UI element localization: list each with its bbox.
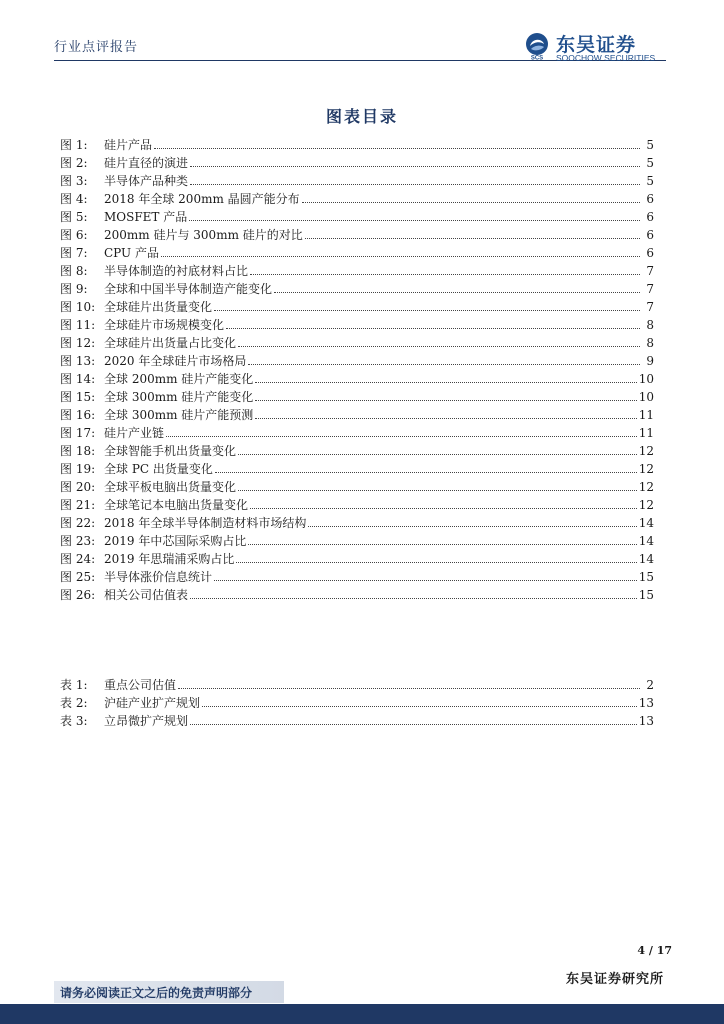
toc-leader-dots [248, 363, 640, 365]
toc-entry[interactable] [60, 370, 654, 388]
toc-entry[interactable] [60, 280, 654, 298]
toc-entry-title: 全球硅片出货量占比变化 [104, 336, 237, 350]
toc-entry-label: 图 18: [60, 444, 96, 458]
toc-entry[interactable] [60, 550, 654, 568]
toc-entry-page: 5 [646, 138, 654, 152]
toc-entry-label: 图 4: [60, 192, 88, 206]
toc-entry-label: 图 12: [60, 336, 96, 350]
toc-entry-title: 硅片直径的演进 [104, 156, 189, 170]
logo-english-name: SOOCHOW SECURITIES [556, 53, 656, 63]
toc-leader-dots [202, 705, 637, 707]
toc-entry-page: 13 [638, 696, 654, 710]
institute-name: 东吴证券研究所 [565, 972, 664, 987]
toc-entry-title: 2020 年全球硅片市场格局 [104, 354, 247, 368]
toc-leader-dots [255, 417, 636, 419]
toc-entry-label: 图 5: [60, 210, 88, 224]
toc-entry-title: 全球 300mm 硅片产能变化 [104, 390, 254, 404]
toc-entry-page: 6 [646, 210, 654, 224]
toc-entry-title: 2019 年思瑞浦采购占比 [104, 552, 235, 566]
toc-entry[interactable] [60, 154, 654, 172]
toc-entry[interactable] [60, 694, 654, 712]
toc-entry-label: 表 3: [60, 714, 88, 728]
toc-entry-page: 12 [638, 444, 654, 458]
toc-entry[interactable] [60, 172, 654, 190]
toc-entry-title: 2018 年全球半导体制造材料市场结构 [104, 516, 307, 530]
toc-entry-title: CPU 产品 [104, 246, 159, 260]
toc-entry-title: 2018 年全球 200mm 晶圆产能分布 [104, 192, 300, 206]
toc-entry-page: 10 [638, 390, 654, 404]
toc-leader-dots [255, 399, 636, 401]
toc-entry[interactable] [60, 136, 654, 154]
toc-entry-label: 图 19: [60, 462, 96, 476]
toc-entry[interactable] [60, 262, 654, 280]
toc-entry-title: 全球笔记本电脑出货量变化 [104, 498, 249, 512]
toc-entry-page: 11 [638, 408, 654, 422]
toc-entry-page: 15 [638, 588, 654, 602]
toc-entry[interactable] [60, 208, 654, 226]
toc-entry-page: 12 [638, 462, 654, 476]
toc-entry-page: 6 [646, 246, 654, 260]
toc-leader-dots [215, 471, 637, 473]
toc-entry-label: 图 2: [60, 156, 88, 170]
toc-leader-dots [250, 507, 637, 509]
company-logo [522, 30, 667, 64]
toc-leader-dots [154, 147, 640, 149]
toc-entry[interactable] [60, 532, 654, 550]
toc-entry[interactable] [60, 190, 654, 208]
toc-leader-dots [190, 597, 637, 599]
toc-entry[interactable] [60, 496, 654, 514]
toc-entry-label: 图 25: [60, 570, 96, 584]
toc-entry-page: 5 [646, 156, 654, 170]
toc-entry[interactable] [60, 478, 654, 496]
page-number: 4 / 17 [637, 944, 672, 957]
toc-leader-dots [190, 165, 640, 167]
toc-entry[interactable] [60, 406, 654, 424]
footer-band [0, 1004, 724, 1024]
toc-entry[interactable] [60, 388, 654, 406]
toc-leader-dots [255, 381, 636, 383]
toc-entry-page: 5 [646, 174, 654, 188]
toc-entry[interactable] [60, 586, 654, 604]
toc-entry-title: 硅片产品 [104, 138, 153, 152]
toc-entry-label: 图 8: [60, 264, 88, 278]
soochow-logo-icon [522, 32, 552, 60]
toc-entry-page: 6 [646, 192, 654, 206]
figure-list [60, 136, 654, 604]
toc-entry-label: 图 14: [60, 372, 96, 386]
toc-entry[interactable] [60, 316, 654, 334]
toc-leader-dots [238, 345, 640, 347]
toc-leader-dots [189, 219, 640, 221]
toc-leader-dots [178, 687, 640, 689]
toc-entry-page: 12 [638, 480, 654, 494]
toc-entry-page: 10 [638, 372, 654, 386]
toc-entry-label: 图 20: [60, 480, 96, 494]
toc-entry-title: 重点公司估值 [104, 678, 177, 692]
toc-entry-page: 14 [638, 516, 654, 530]
toc-entry-label: 图 21: [60, 498, 96, 512]
toc-entry-page: 7 [646, 300, 654, 314]
toc-entry-page: 12 [638, 498, 654, 512]
toc-leader-dots [274, 291, 640, 293]
toc-entry[interactable] [60, 352, 654, 370]
logo-mark-text: SCS [530, 55, 544, 60]
toc-entry[interactable] [60, 712, 654, 730]
toc-leader-dots [214, 309, 640, 311]
toc-entry-label: 图 15: [60, 390, 96, 404]
toc-entry[interactable] [60, 442, 654, 460]
toc-leader-dots [302, 201, 640, 203]
toc-entry-title: 全球智能手机出货量变化 [104, 444, 237, 458]
toc-entry-title: 全球 PC 出货量变化 [104, 462, 213, 476]
toc-entry[interactable] [60, 298, 654, 316]
toc-entry-title: 全球硅片出货量变化 [104, 300, 213, 314]
toc-leader-dots [305, 237, 640, 239]
toc-entry-page: 15 [638, 570, 654, 584]
toc-entry-title: 全球 200mm 硅片产能变化 [104, 372, 254, 386]
toc-leader-dots [236, 561, 636, 563]
toc-entry[interactable] [60, 676, 654, 694]
toc-entry-label: 图 22: [60, 516, 96, 530]
toc-entry-title: 沪硅产业扩产规划 [104, 696, 201, 710]
toc-entry-title: 半导体制造的衬底材料占比 [104, 264, 249, 278]
toc-entry-label: 图 16: [60, 408, 96, 422]
toc-entry[interactable] [60, 424, 654, 442]
toc-entry-title: 200mm 硅片与 300mm 硅片的对比 [104, 228, 303, 242]
toc-entry-label: 图 17: [60, 426, 96, 440]
toc-entry-title: 全球和中国半导体制造产能变化 [104, 282, 273, 296]
toc-leader-dots [161, 255, 640, 257]
toc-leader-dots [250, 273, 640, 275]
toc-entry-page: 9 [646, 354, 654, 368]
toc-leader-dots [238, 453, 637, 455]
toc-entry-title: 全球硅片市场规模变化 [104, 318, 225, 332]
toc-entry[interactable] [60, 226, 654, 244]
toc-entry[interactable] [60, 568, 654, 586]
logo-chinese-name: 东吴证券 [556, 34, 637, 56]
toc-entry-page: 8 [646, 318, 654, 332]
toc-entry[interactable] [60, 460, 654, 478]
report-category: 行业点评报告 [54, 40, 139, 55]
toc-entry-page: 14 [638, 534, 654, 548]
toc-leader-dots [190, 183, 640, 185]
toc-entry-label: 图 9: [60, 282, 88, 296]
toc-entry-label: 图 26: [60, 588, 96, 602]
toc-entry-page: 13 [638, 714, 654, 728]
toc-entry-title: 半导体产品种类 [104, 174, 189, 188]
toc-entry-page: 8 [646, 336, 654, 350]
toc-entry-title: 硅片产业链 [104, 426, 165, 440]
toc-leader-dots [166, 435, 637, 437]
toc-leader-dots [308, 525, 636, 527]
toc-entry-label: 表 1: [60, 678, 88, 692]
toc-entry-title: MOSFET 产品 [104, 210, 188, 224]
toc-entry-label: 图 24: [60, 552, 96, 566]
toc-entry-label: 图 10: [60, 300, 96, 314]
toc-entry-label: 图 6: [60, 228, 88, 242]
toc-entry[interactable] [60, 334, 654, 352]
toc-entry-label: 图 23: [60, 534, 96, 548]
toc-entry-page: 7 [646, 264, 654, 278]
toc-leader-dots [248, 543, 636, 545]
toc-entry-page: 6 [646, 228, 654, 242]
toc-entry-page: 14 [638, 552, 654, 566]
toc-entry-label: 表 2: [60, 696, 88, 710]
toc-entry-label: 图 7: [60, 246, 88, 260]
table-list [60, 676, 654, 730]
toc-entry-title: 立昂微扩产规划 [104, 714, 189, 728]
toc-entry[interactable] [60, 514, 654, 532]
toc-entry-title: 相关公司估值表 [104, 588, 189, 602]
toc-leader-dots [190, 723, 637, 725]
toc-entry-title: 全球平板电脑出货量变化 [104, 480, 237, 494]
toc-title: 图表目录 [325, 107, 398, 126]
disclaimer-text: 请务必阅读正文之后的免责声明部分 [60, 986, 253, 1000]
toc-entry-page: 7 [646, 282, 654, 296]
toc-entry-label: 图 11: [60, 318, 96, 332]
toc-entry-title: 半导体涨价信息统计 [104, 570, 213, 584]
toc-leader-dots [226, 327, 640, 329]
toc-entry-page: 2 [646, 678, 654, 692]
toc-entry-title: 全球 300mm 硅片产能预测 [104, 408, 254, 422]
toc-entry-label: 图 3: [60, 174, 88, 188]
toc-entry-label: 图 1: [60, 138, 88, 152]
toc-entry-title: 2019 年中芯国际采购占比 [104, 534, 247, 548]
toc-entry-label: 图 13: [60, 354, 96, 368]
toc-entry[interactable] [60, 244, 654, 262]
toc-leader-dots [214, 579, 637, 581]
toc-leader-dots [238, 489, 637, 491]
toc-entry-page: 11 [638, 426, 654, 440]
